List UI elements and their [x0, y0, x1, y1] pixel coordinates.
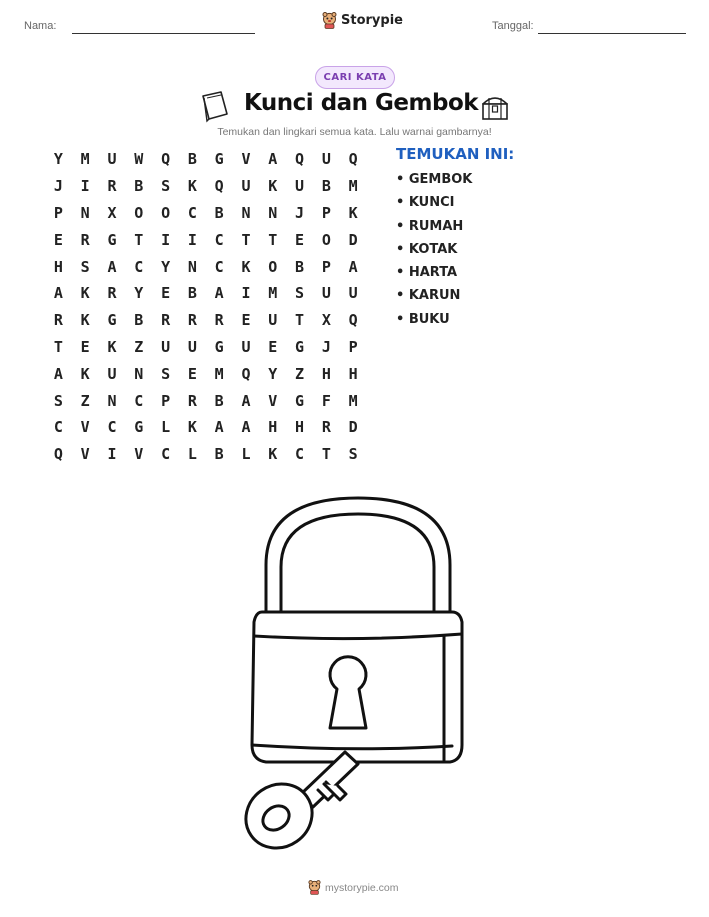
grid-row: [45, 307, 367, 334]
grid-letter[interactable]: R: [161, 311, 171, 330]
word-list-item: • KARUN: [396, 288, 461, 304]
grid-letter[interactable]: K: [187, 177, 197, 196]
grid-letter[interactable]: J: [295, 203, 305, 222]
grid-letter[interactable]: P: [348, 337, 358, 356]
grid-letter[interactable]: A: [268, 150, 278, 169]
grid-letter[interactable]: R: [107, 284, 117, 303]
grid-letter[interactable]: R: [214, 311, 224, 330]
grid-letter[interactable]: V: [80, 445, 90, 464]
grid-letter[interactable]: R: [80, 230, 90, 249]
page-title: Kunci dan Gembok: [244, 90, 479, 116]
brand-logo: [322, 12, 403, 29]
grid-letter[interactable]: P: [321, 257, 331, 276]
word-list-item: • RUMAH: [396, 218, 464, 234]
grid-letter[interactable]: C: [295, 445, 305, 464]
grid-letter[interactable]: K: [80, 364, 90, 383]
grid-letter[interactable]: U: [295, 177, 305, 196]
grid-row: [45, 200, 367, 227]
grid-letter[interactable]: V: [80, 418, 90, 437]
grid-letter[interactable]: N: [187, 257, 197, 276]
grid-letter[interactable]: Z: [295, 364, 305, 383]
grid-letter[interactable]: Q: [348, 311, 358, 330]
date-label: Tanggal:: [492, 20, 534, 32]
grid-letter[interactable]: Z: [134, 337, 144, 356]
key: [233, 752, 358, 861]
grid-letter[interactable]: Y: [53, 150, 63, 169]
grid-letter[interactable]: E: [268, 337, 278, 356]
storypie-mascot-icon: [322, 12, 337, 29]
grid-letter[interactable]: E: [161, 284, 171, 303]
grid-letter[interactable]: B: [134, 311, 144, 330]
grid-row: [45, 226, 367, 253]
grid-letter[interactable]: Y: [134, 284, 144, 303]
grid-letter[interactable]: R: [107, 177, 117, 196]
grid-letter[interactable]: G: [295, 391, 305, 410]
grid-letter[interactable]: T: [53, 337, 63, 356]
grid-letter[interactable]: I: [161, 230, 171, 249]
grid-letter[interactable]: P: [53, 203, 63, 222]
activity-badge: CARI KATA: [315, 66, 395, 89]
treasure-chest-icon: [483, 98, 507, 119]
grid-letter[interactable]: B: [187, 284, 197, 303]
grid-letter[interactable]: J: [321, 337, 331, 356]
grid-letter[interactable]: O: [321, 230, 331, 249]
grid-letter[interactable]: B: [134, 177, 144, 196]
grid-letter[interactable]: I: [107, 445, 117, 464]
grid-letter[interactable]: X: [107, 203, 117, 222]
grid-letter[interactable]: C: [161, 445, 171, 464]
grid-letter[interactable]: C: [134, 257, 144, 276]
grid-letter[interactable]: K: [107, 337, 117, 356]
grid-letter[interactable]: E: [80, 337, 90, 356]
grid-row: [45, 387, 367, 414]
padlock-body: [252, 612, 462, 762]
word-search-grid: [45, 146, 367, 468]
grid-letter[interactable]: J: [53, 177, 63, 196]
grid-letter[interactable]: Q: [53, 445, 63, 464]
grid-letter[interactable]: V: [241, 150, 251, 169]
grid-letter[interactable]: N: [241, 203, 251, 222]
grid-letter[interactable]: G: [214, 150, 224, 169]
grid-letter[interactable]: V: [134, 445, 144, 464]
grid-letter[interactable]: F: [321, 391, 331, 410]
instructions: Temukan dan lingkari semua kata. Lalu warnai gambarnya!: [217, 126, 492, 138]
grid-letter[interactable]: S: [348, 445, 358, 464]
grid-letter[interactable]: S: [295, 284, 305, 303]
grid-letter[interactable]: C: [107, 418, 117, 437]
grid-letter[interactable]: A: [214, 284, 224, 303]
grid-letter[interactable]: G: [107, 311, 117, 330]
grid-letter[interactable]: K: [241, 257, 251, 276]
word-list-item: • KUNCI: [396, 195, 455, 211]
grid-letter[interactable]: B: [214, 391, 224, 410]
word-list: [396, 171, 472, 334]
grid-letter[interactable]: R: [187, 391, 197, 410]
grid-letter[interactable]: D: [348, 230, 358, 249]
grid-letter[interactable]: M: [268, 284, 278, 303]
grid-letter[interactable]: P: [161, 391, 171, 410]
grid-letter[interactable]: U: [321, 284, 331, 303]
grid-letter[interactable]: Q: [241, 364, 251, 383]
padlock-shackle: [266, 498, 450, 624]
grid-letter[interactable]: Z: [80, 391, 90, 410]
grid-letter[interactable]: U: [107, 150, 117, 169]
grid-letter[interactable]: A: [53, 284, 63, 303]
grid-letter[interactable]: N: [107, 391, 117, 410]
grid-letter[interactable]: A: [348, 257, 358, 276]
grid-row: [45, 414, 367, 441]
grid-letter[interactable]: T: [241, 230, 251, 249]
grid-letter[interactable]: B: [295, 257, 305, 276]
grid-letter[interactable]: U: [241, 337, 251, 356]
grid-letter[interactable]: K: [187, 418, 197, 437]
grid-letter[interactable]: U: [161, 337, 171, 356]
name-line: [72, 33, 255, 34]
grid-letter[interactable]: Q: [161, 150, 171, 169]
grid-letter[interactable]: E: [53, 230, 63, 249]
grid-letter[interactable]: S: [80, 257, 90, 276]
date-line: [538, 33, 686, 34]
grid-letter[interactable]: H: [321, 364, 331, 383]
grid-letter[interactable]: I: [241, 284, 251, 303]
grid-letter[interactable]: U: [321, 150, 331, 169]
grid-letter[interactable]: P: [321, 203, 331, 222]
grid-letter[interactable]: E: [295, 230, 305, 249]
grid-letter[interactable]: L: [241, 445, 251, 464]
grid-letter[interactable]: A: [241, 418, 251, 437]
grid-letter[interactable]: C: [214, 230, 224, 249]
grid-letter[interactable]: B: [214, 203, 224, 222]
grid-letter[interactable]: K: [348, 203, 358, 222]
grid-letter[interactable]: B: [321, 177, 331, 196]
grid-letter[interactable]: G: [134, 418, 144, 437]
grid-letter[interactable]: Y: [268, 364, 278, 383]
padlock: [252, 498, 462, 762]
grid-letter[interactable]: S: [161, 364, 171, 383]
grid-letter[interactable]: K: [80, 311, 90, 330]
grid-letter[interactable]: K: [268, 177, 278, 196]
grid-letter[interactable]: Q: [214, 177, 224, 196]
grid-letter[interactable]: O: [134, 203, 144, 222]
word-list-item: • HARTA: [396, 265, 458, 281]
grid-row: [45, 441, 367, 468]
grid-letter[interactable]: S: [161, 177, 171, 196]
grid-letter[interactable]: M: [80, 150, 90, 169]
storypie-mascot-icon: [308, 880, 321, 895]
grid-letter[interactable]: C: [187, 203, 197, 222]
grid-letter[interactable]: C: [134, 391, 144, 410]
footer-url[interactable]: mystorypie.com: [325, 881, 399, 894]
grid-letter[interactable]: U: [268, 311, 278, 330]
grid-letter[interactable]: M: [348, 177, 358, 196]
grid-letter[interactable]: G: [107, 230, 117, 249]
grid-letter[interactable]: U: [348, 284, 358, 303]
grid-letter[interactable]: Y: [161, 257, 171, 276]
grid-letter[interactable]: T: [321, 445, 331, 464]
grid-letter[interactable]: H: [53, 257, 63, 276]
grid-row: [45, 253, 367, 280]
grid-letter[interactable]: M: [348, 391, 358, 410]
grid-letter[interactable]: I: [80, 177, 90, 196]
grid-letter[interactable]: T: [268, 230, 278, 249]
book-icon: [203, 92, 227, 121]
grid-letter[interactable]: L: [187, 445, 197, 464]
grid-letter[interactable]: L: [161, 418, 171, 437]
keyhole: [330, 657, 366, 728]
grid-letter[interactable]: I: [187, 230, 197, 249]
grid-letter[interactable]: N: [134, 364, 144, 383]
grid-letter[interactable]: Q: [348, 150, 358, 169]
grid-row: [45, 334, 367, 361]
word-list-item: • KOTAK: [396, 241, 458, 257]
grid-letter[interactable]: R: [187, 311, 197, 330]
grid-letter[interactable]: R: [321, 418, 331, 437]
grid-letter[interactable]: Q: [295, 150, 305, 169]
word-list-item: • GEMBOK: [396, 172, 473, 187]
grid-letter[interactable]: U: [241, 177, 251, 196]
grid-letter[interactable]: C: [53, 418, 63, 437]
grid-letter[interactable]: O: [161, 203, 171, 222]
grid-letter[interactable]: V: [268, 391, 278, 410]
footer: [308, 880, 399, 895]
grid-letter[interactable]: A: [107, 257, 117, 276]
grid-letter[interactable]: B: [214, 445, 224, 464]
grid-letter[interactable]: C: [214, 257, 224, 276]
grid-letter[interactable]: U: [187, 337, 197, 356]
grid-letter[interactable]: U: [107, 364, 117, 383]
brand-name: Storypie: [341, 13, 403, 28]
grid-row: [45, 360, 367, 387]
grid-row: [45, 280, 367, 307]
grid-letter[interactable]: A: [241, 391, 251, 410]
grid-letter[interactable]: G: [295, 337, 305, 356]
grid-letter[interactable]: N: [80, 203, 90, 222]
grid-row: [45, 173, 367, 200]
grid-letter[interactable]: H: [268, 418, 278, 437]
word-list-title: TEMUKAN INI:: [396, 145, 515, 163]
grid-letter[interactable]: K: [268, 445, 278, 464]
grid-letter[interactable]: R: [53, 311, 63, 330]
grid-letter[interactable]: B: [187, 150, 197, 169]
grid-letter[interactable]: G: [214, 337, 224, 356]
grid-letter[interactable]: X: [321, 311, 331, 330]
name-label: Nama:: [24, 20, 57, 32]
grid-letter[interactable]: O: [268, 257, 278, 276]
grid-row: [45, 146, 367, 173]
grid-letter[interactable]: H: [348, 364, 358, 383]
grid-letter[interactable]: T: [295, 311, 305, 330]
grid-letter[interactable]: A: [53, 364, 63, 383]
grid-letter[interactable]: D: [348, 418, 358, 437]
grid-letter[interactable]: E: [187, 364, 197, 383]
grid-letter[interactable]: M: [214, 364, 224, 383]
grid-letter[interactable]: E: [241, 311, 251, 330]
grid-letter[interactable]: K: [80, 284, 90, 303]
grid-letter[interactable]: H: [295, 418, 305, 437]
grid-letter[interactable]: W: [134, 150, 144, 169]
grid-letter[interactable]: N: [268, 203, 278, 222]
grid-letter[interactable]: S: [53, 391, 63, 410]
word-list-item: • BUKU: [396, 311, 450, 327]
grid-letter[interactable]: T: [134, 230, 144, 249]
grid-letter[interactable]: A: [214, 418, 224, 437]
